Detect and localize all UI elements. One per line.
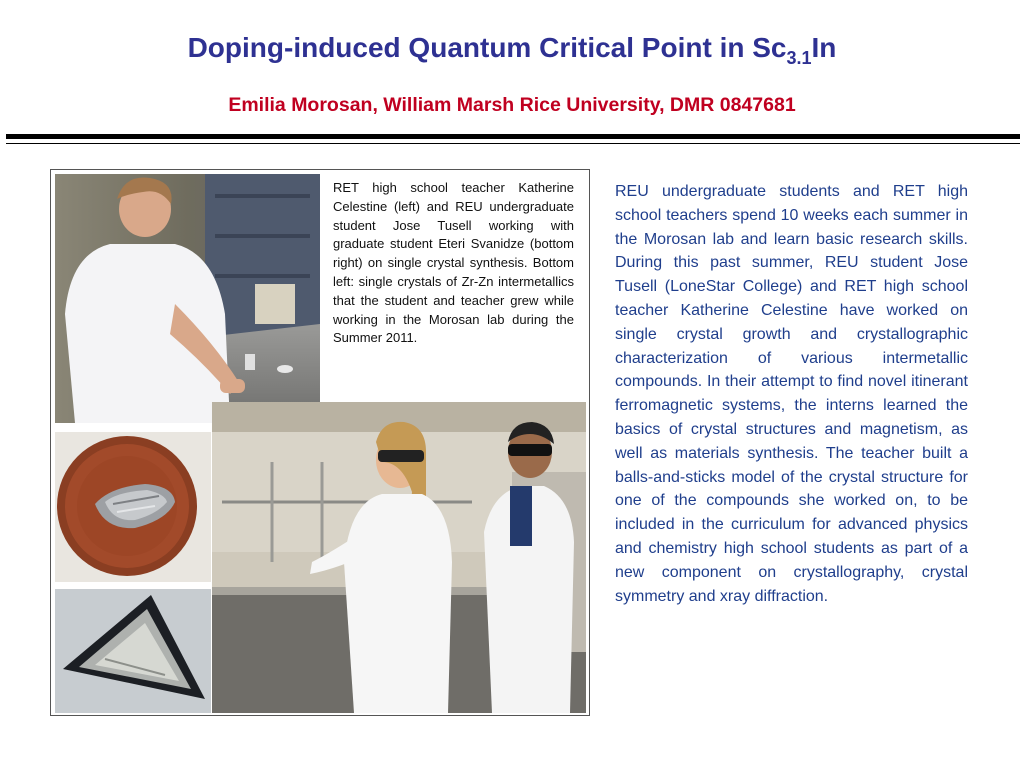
- photo-teacher-graphic: [55, 174, 320, 423]
- photo-teacher-lab: [55, 174, 320, 423]
- photo-students-fumehood: [212, 402, 586, 713]
- body-paragraph: REU undergraduate students and RET high school teachers spend 10 weeks each summer in the Morosan lab and learn basic research skills. During this past summer, REU student Jose Tusell (LoneStar College) and RET high school teacher Katherine Celestine have worked on single crystal growth and crystallographic characterization of various intermetallic compounds. In their attempt to find novel itinerant ferromagnetic systems, the interns learned the basics of crystal structures and magnetism, as well as materials synthesis. The teacher built a balls-and-sticks model of the crystal structure for one of the compounds she worked on, to be included in the curriculum for advanced physics and chemistry high school students as part of a new component on crystallography, crystal symmetry and xray diffraction.: [615, 183, 968, 605]
- photo-penny-crystal: [55, 432, 211, 582]
- photo-triangular-crystal: [55, 589, 211, 713]
- title-main: Doping-induced Quantum Critical Point in Sc: [187, 32, 787, 63]
- title-end: In: [811, 32, 837, 63]
- slide-title: [0, 32, 1024, 68]
- photo-students-graphic: [212, 402, 586, 713]
- photo-crystal-graphic: [55, 589, 211, 713]
- title-subscript: 3.1: [786, 48, 812, 68]
- slide-subtitle: Emilia Morosan, William Marsh Rice University, DMR 0847681: [228, 94, 796, 116]
- figure-caption: RET high school teacher Katherine Celestine (left) and REU undergraduate student Jose Tusell working with graduate student Eteri Svanidze (bottom right) on single crystal synthesis. Bottom left: single crystals of Zr-Zn intermetallics that the student and teacher grew while working in the Morosan lab during the Summer 2011.: [333, 180, 574, 346]
- photo-penny-graphic: [55, 432, 211, 582]
- photo-collage: [50, 169, 590, 716]
- divider-thick: [6, 134, 1020, 139]
- divider-thin: [6, 143, 1020, 144]
